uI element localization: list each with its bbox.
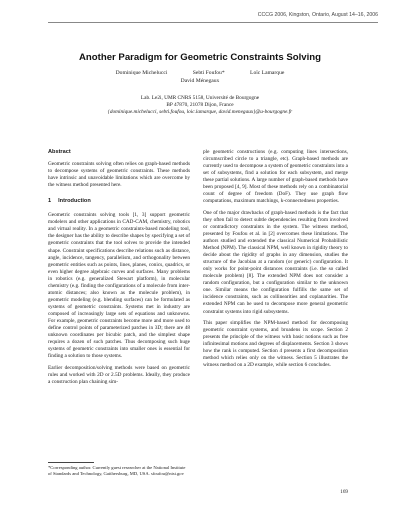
footnote-rule [48,462,94,463]
abstract-text: Geometric constraints solving often relies on graph-based methods to decompose systems of geometric constraints. These methods have intrinsic and unavoidable limitations which are overcome by the witness method presented here. [48,161,190,189]
conference-header: CCCG 2006, Kingston, Ontario, August 14–16, 2006 [257,12,378,18]
affiliation-lab: Lab. Le2i, UMR CNRS 5158, Université de Bourgogne [140,95,260,101]
right-paragraph-1: ple geometric constructions (e.g. computing lines intersections, circumscribed circle to a triangle, etc). Graph-based methods are currently used to decompose a system of geometric constraints into a set of subsystems, find a solution for each subsystem, and merge these partial solutions. A large number of graph-based methods have been proposed [4, 9]. Most of these methods rely on a combinatorial count of degree of freedom (DoF). They use graph flow computations, maximum matchings, k-connectedness properties. [203,149,348,205]
intro-paragraph-2: Earlier decomposition/solving methods were based on geometric rules and worked with 2D or 2.5D problems. Ideally, they produce a construction plan chaining sim- [48,364,190,385]
section-number: 1 [48,198,52,205]
authors-row-2 [0,78,400,84]
header-rule [48,22,378,23]
abstract-heading: Abstract [48,149,71,155]
footnote: *Corresponding author. Currently guest researcher at the National Institute of Standards and Technology, Gaithersburg, MD, USA. sfoufou@nist.gov [48,465,186,477]
author-name: Sebti Foufou* [192,70,225,76]
right-paragraph-2: One of the major drawbacks of graph-based methods is the fact that they often fail to detect subtle dependencies resulting from involved or contradictory constraints in the system. The witness method, presented by Foufou et al. in [2] overcomes these limitations. The authors studied and extended the classical Numerical Probabilistic Method (NPM). The classical NPM, well known in rigidity theory to decide about the rigidity of graphs in any dimension, studies the structure of the Jacobian at a random (or generic) configuration. It only works for point-point distances constraints (i.e. the so called molecule problem) [8]. The extended NPM does not consider a random configuration, but a configuration similar to the unknown one. Similar means the configuration fulfills the same set of incidence constraints, such as collinearities and coplanarities. The extended NPM can be used to decompose more general geometric constraint systems into rigid subsystems. [203,209,348,315]
section-title: Introduction [58,198,91,205]
affiliation-emails: {dominique.michelucci, sebti.foufou, loic.lamarque, david.menegaux}@u-bourgogne.fr [107,109,293,115]
left-column [48,149,190,390]
author-name: Dominique Michelucci [115,70,168,76]
section-heading [48,198,190,205]
right-paragraph-3: This paper simplifies the NPM-based method for decomposing geometric constraint systems, and broadens its scope. Section 2 presents the principle of the witness with basic notions such as free infinitesimal motions and degrees of displacements. Section 3 shows how the rank is computed. Section 4 presents a first decomposition method which relies only on the witness. Section 5 illustrates the witness method on a 2D example, while section 6 concludes. [203,320,348,369]
right-column [203,149,348,374]
affiliation-address: BP 47870, 21078 Dijon, France [166,102,234,108]
page-number: 169 [340,489,348,495]
author-name: Loïc Lamarque [250,70,285,76]
paper-title: Another Paradigm for Geometric Constraints Solving [78,52,321,63]
author-name: David Ménegaux [180,78,220,84]
authors-row-1 [0,70,400,76]
intro-paragraph-1: Geometric constraints solving tools [1, 3] support geometric modelers and other applications in CAD-CAM, chemistry, robotics and virtual reality. In a geometric constraints-based modeling tool, the designer has the ability to describe shapes by specifying a set of geometric constraints that the tool solves to provide the intended shape. Constraint specifications describe relations such as distance, angle, incidence, tangency, parallelism, and orthogonality between geometric entities such as points, lines, planes, conics, quadrics, or even higher degree algebraic curves and surfaces. Many problems in robotics (e.g. generalized Stewart platform), in molecular chemistry (e.g. finding the configurations of a molecule from inter-atomic distances; also known as the molecule problem), in geometric modeling (e.g. blending surfaces) can be formulated as systems of geometric constraints. Systems met in industry are composed of increasingly large sets of equations and unknowns. For example, geometric constraints become more and more used to define control points of parameterized patches in 3D; there are 48 unknown coordinates per bicubic patch, and the simplest shape requires a dozen of such patches. Thus decomposing such huge systems of geometric constraints into smaller ones is essential for finding a solution to those systems. [48,212,191,360]
